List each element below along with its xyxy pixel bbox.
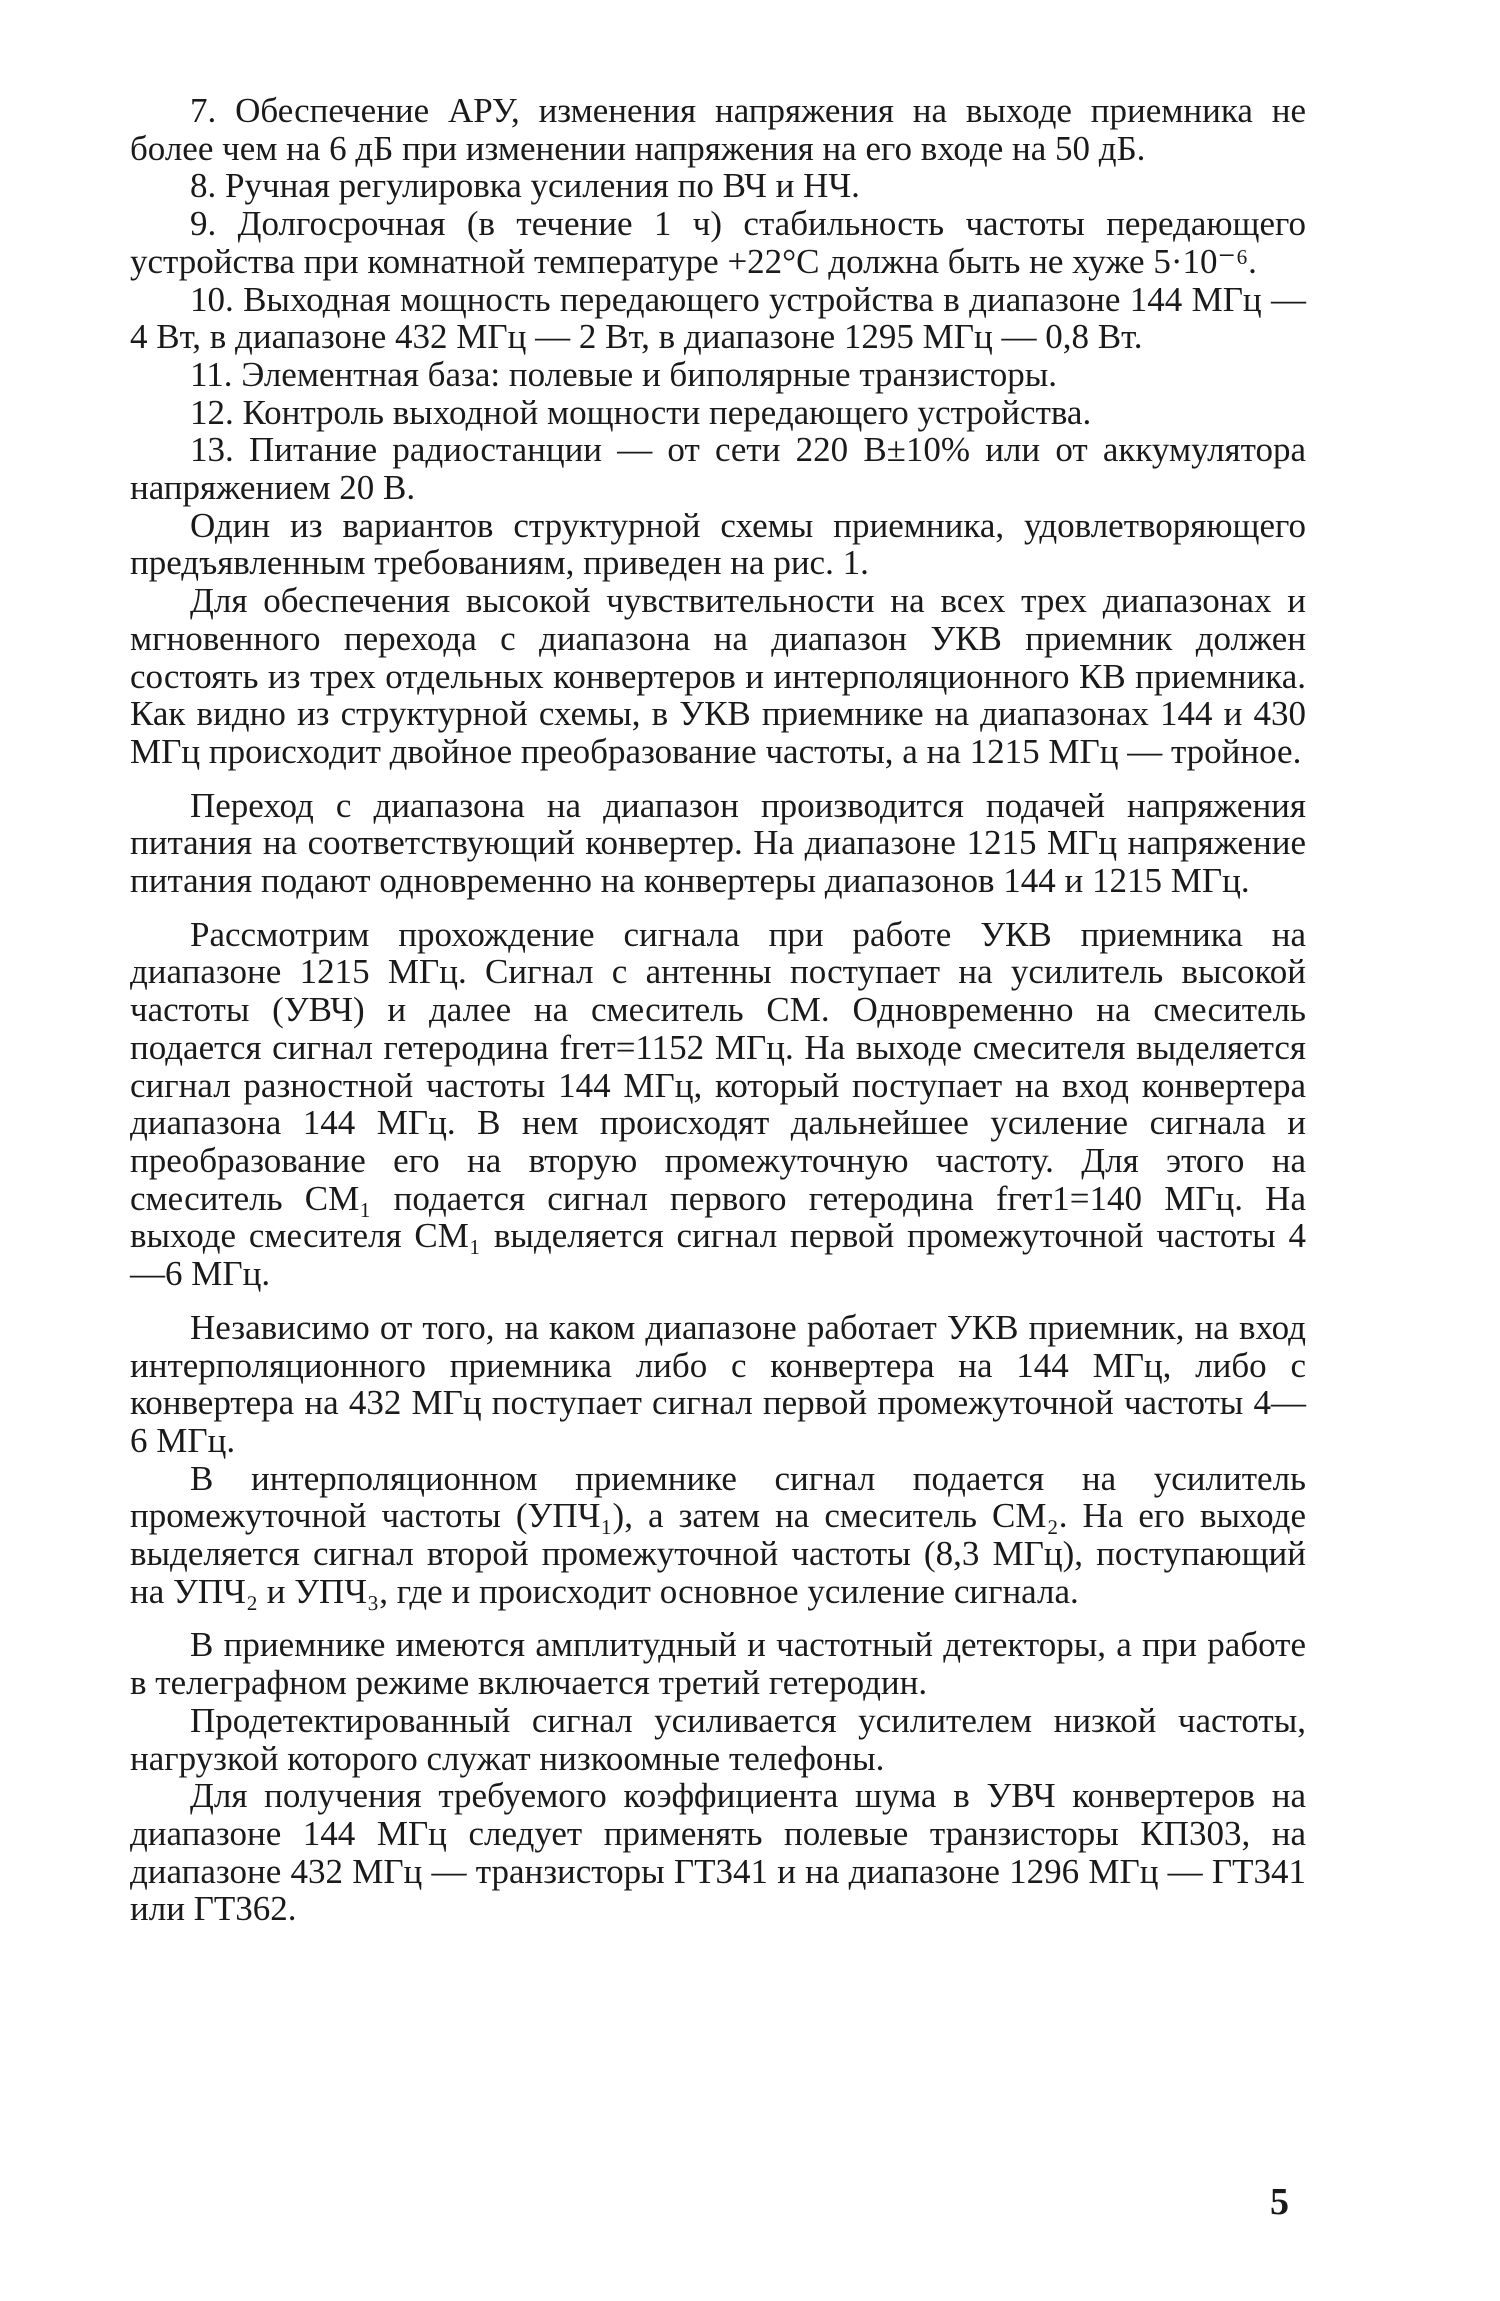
list-item-9: 9. Долгосрочная (в течение 1 ч) стабильность частоты передающего устройства при комнатной температуре +22°С должна быть не хуже 5·10⁻⁶. bbox=[130, 204, 1306, 281]
list-item-8: 8. Ручная регулировка усиления по ВЧ и НЧ. bbox=[190, 166, 860, 206]
list-item-10: 10. Выходная мощность передающего устройства в диапазоне 144 МГц — 4 Вт, в диапазоне 432 МГц — 2 Вт, в диапазоне 1295 МГц — 0,8 Вт. bbox=[130, 279, 1306, 357]
paragraph-sensitivity: Для обеспечения высокой чувствительности на всех трех диапазонах и мгновенного перехода с диапазона на диапазон УКВ приемник должен состоять из трех отдельных конвертеров и интерполяционного КВ приемника. Как видно из структурной схемы, в УКВ приемнике на диапазонах 144 и 430 МГц происходит двойное преобразование частоты, а на 1215 МГц — тройное. bbox=[130, 581, 1306, 771]
paragraph-interpolation-input: Независимо от того, на каком диапазоне работает УКВ приемник, на вход интерполяционного приемника либо с конвертера на 144 МГц, либо с конвертера на 432 МГц поступает сигнал первой промежуточной частоты 4—6 МГц. bbox=[130, 1307, 1306, 1460]
list-item-13: 13. Питание радиостанции — от сети 220 В±10% или от аккумулятора напряжением 20 В. bbox=[130, 430, 1306, 508]
body-text bbox=[130, 92, 1306, 1928]
list-item-11: 11. Элементная база: полевые и биполярные транзисторы. bbox=[190, 354, 1058, 394]
paragraph-interpolation-receiver: В интерполяционном приемнике сигнал подается на усилитель промежуточной частоты (УПЧ₁), а затем на смеситель СМ₂. На его выходе выделяется сигнал второй промежуточной частоты (8,3 МГц), поступающий на УПЧ₂ и УПЧ₃, где и происходит основное усиление сигнала. bbox=[130, 1458, 1306, 1611]
paragraph-detectors: В приемнике имеются амплитудный и частотный детекторы, а при работе в телеграфном режиме включается третий гетеродин. bbox=[130, 1625, 1306, 1703]
paragraph-band-switch: Переход с диапазона на диапазон производится подачей напряжения питания на соответствующий конвертер. На диапазоне 1215 МГц напряжение питания подают одновременно на конвертеры диапазонов 144 и 1215 МГц. bbox=[130, 785, 1306, 901]
paragraph-lf-amplifier: Продетектированный сигнал усиливается усилителем низкой частоты, нагрузкой которого служат низкоомные телефоны. bbox=[130, 1700, 1306, 1778]
paragraph-transistors: Для получения требуемого коэффициента шума в УВЧ конвертеров на диапазоне 144 МГц следует применять полевые транзисторы КП303, на диапазоне 432 МГц — транзисторы ГТ341 и на диапазоне 1296 МГц — ГТ341 или ГТ362. bbox=[130, 1776, 1306, 1929]
paragraph-structure-scheme: Один из вариантов структурной схемы приемника, удовлетворяющего предъявленным требованиям, приведен на рис. 1. bbox=[130, 505, 1306, 583]
paragraph-signal-path: Рассмотрим прохождение сигнала при работе УКВ приемника на диапазоне 1215 МГц. Сигнал с антенны поступает на усилитель высокой частоты (УВЧ) и далее на смеситель СМ. Одновременно на смеситель подается сигнал гетеродина fгет=1152 МГц. На выходе смесителя выделяется сигнал разностной частоты 144 МГц, который поступает на вход конвертера диапазона 144 МГц. В нем происходят дальнейшее усиление сигнала и преобразование его на вторую промежуточную частоту. Для этого на смеситель СМ₁ подается сигнал первого гетеродина fгет1=140 МГц. На выходе смесителя СМ₁ выделяется сигнал первой промежуточной частоты 4—6 МГц. bbox=[130, 914, 1306, 1294]
page-number: 5 bbox=[1270, 2181, 1289, 2223]
list-item-12: 12. Контроль выходной мощности передающего устройства. bbox=[190, 392, 1092, 432]
list-item-7: 7. Обеспечение АРУ, изменения напряжения на выходе приемника не более чем на 6 дБ при изменении напряжения на его входе на 50 дБ. bbox=[130, 91, 1306, 168]
